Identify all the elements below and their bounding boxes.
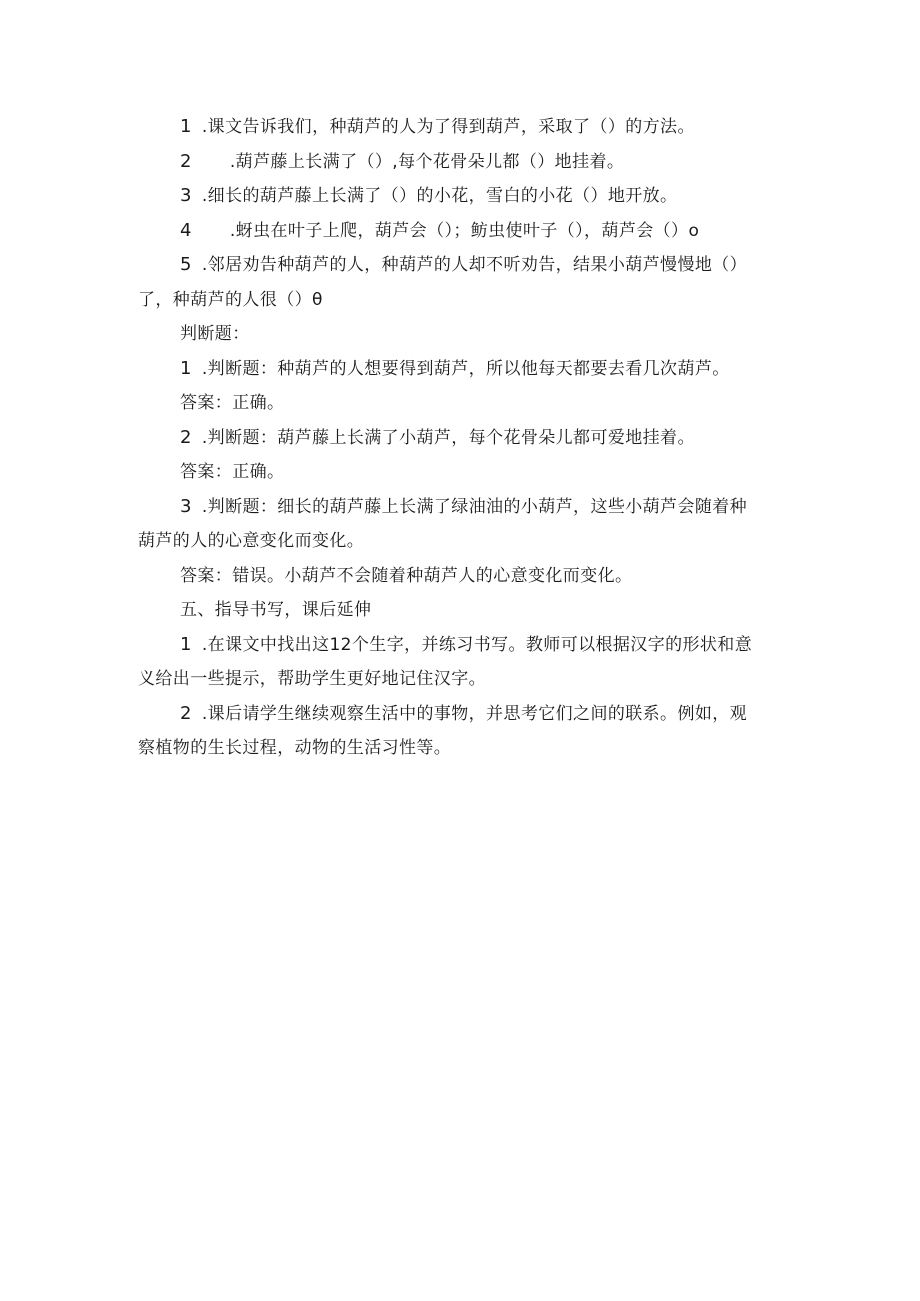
- section5-item-1: [138, 628, 794, 663]
- item-number: 3: [180, 185, 192, 206]
- item-text: .课后请学生继续观察生活中的事物，并思考它们之间的联系。例如，观: [201, 703, 748, 724]
- item-text: .邻居劝告种葫芦的人，种葫芦的人却不听劝告，结果小葫芦慢慢地（）: [201, 255, 748, 275]
- item-text: .判断题：种葫芦的人想要得到葫芦，所以他每天都要去看几次葫芦。: [201, 358, 730, 379]
- judge-item-3: [138, 490, 794, 525]
- judge-answer-1: 答案：正确。: [180, 393, 285, 413]
- item-text: .判断题：细长的葫芦藤上长满了绿油油的小葫芦，这些小葫芦会随着种: [201, 496, 748, 517]
- item-number: 1: [180, 633, 192, 655]
- fill-in-item-3: [138, 179, 794, 214]
- section5-item-1-continued: 义给出一些提示，帮助学生更好地记住汉字。: [138, 669, 486, 689]
- fill-in-item-5-continued: 了，种葫芦的人很（）θ: [138, 289, 323, 310]
- item-text: .课文告诉我们，种葫芦的人为了得到葫芦，采取了（）的方法。: [201, 117, 695, 137]
- judge-item-2: [138, 421, 794, 456]
- item-number: 1: [180, 357, 192, 379]
- item-number: 4: [180, 219, 192, 241]
- item-text: .葫芦藤上长满了（）,每个花骨朵儿都（）地挂着。: [229, 151, 625, 172]
- judge-item-3-continued: 葫芦的人的心意变化而变化。: [138, 531, 365, 551]
- item-number: 2: [180, 150, 192, 172]
- judge-answer-2: 答案：正确。: [180, 462, 285, 482]
- item-text: .蚜虫在叶子上爬，葫芦会（）；鲂虫使叶子（），葫芦会（）o: [229, 220, 700, 241]
- item-number: 3: [180, 495, 192, 517]
- section5-heading: 五、指导书写，课后延伸: [180, 600, 372, 620]
- judge-heading: 判断题：: [180, 324, 250, 344]
- fill-in-item-2: [138, 145, 794, 180]
- item-number: 1: [180, 116, 192, 137]
- section5-item-2: [138, 697, 794, 732]
- item-number: 5: [180, 254, 192, 275]
- judge-answer-3: 答案：错误。小葫芦不会随着种葫芦人的心意变化而变化。: [180, 565, 633, 586]
- item-number: 2: [180, 702, 192, 724]
- section5-item-2-continued: 察植物的生长过程，动物的生活习性等。: [138, 738, 452, 758]
- fill-in-item-4: [138, 214, 794, 249]
- item-text: .判断题：葫芦藤上长满了小葫芦，每个花骨朵儿都可爱地挂着。: [201, 427, 695, 448]
- fill-in-item-5: [138, 248, 794, 283]
- fill-in-item-1: [138, 110, 794, 145]
- document-content: [138, 110, 794, 766]
- item-text: .细长的葫芦藤上长满了（）的小花，雪白的小花（）地开放。: [201, 186, 678, 206]
- judge-item-1: [138, 352, 794, 387]
- item-number: 2: [180, 426, 192, 448]
- item-text: .在课文中找出这12个生字，并练习书写。教师可以根据汉字的形状和意: [201, 634, 753, 655]
